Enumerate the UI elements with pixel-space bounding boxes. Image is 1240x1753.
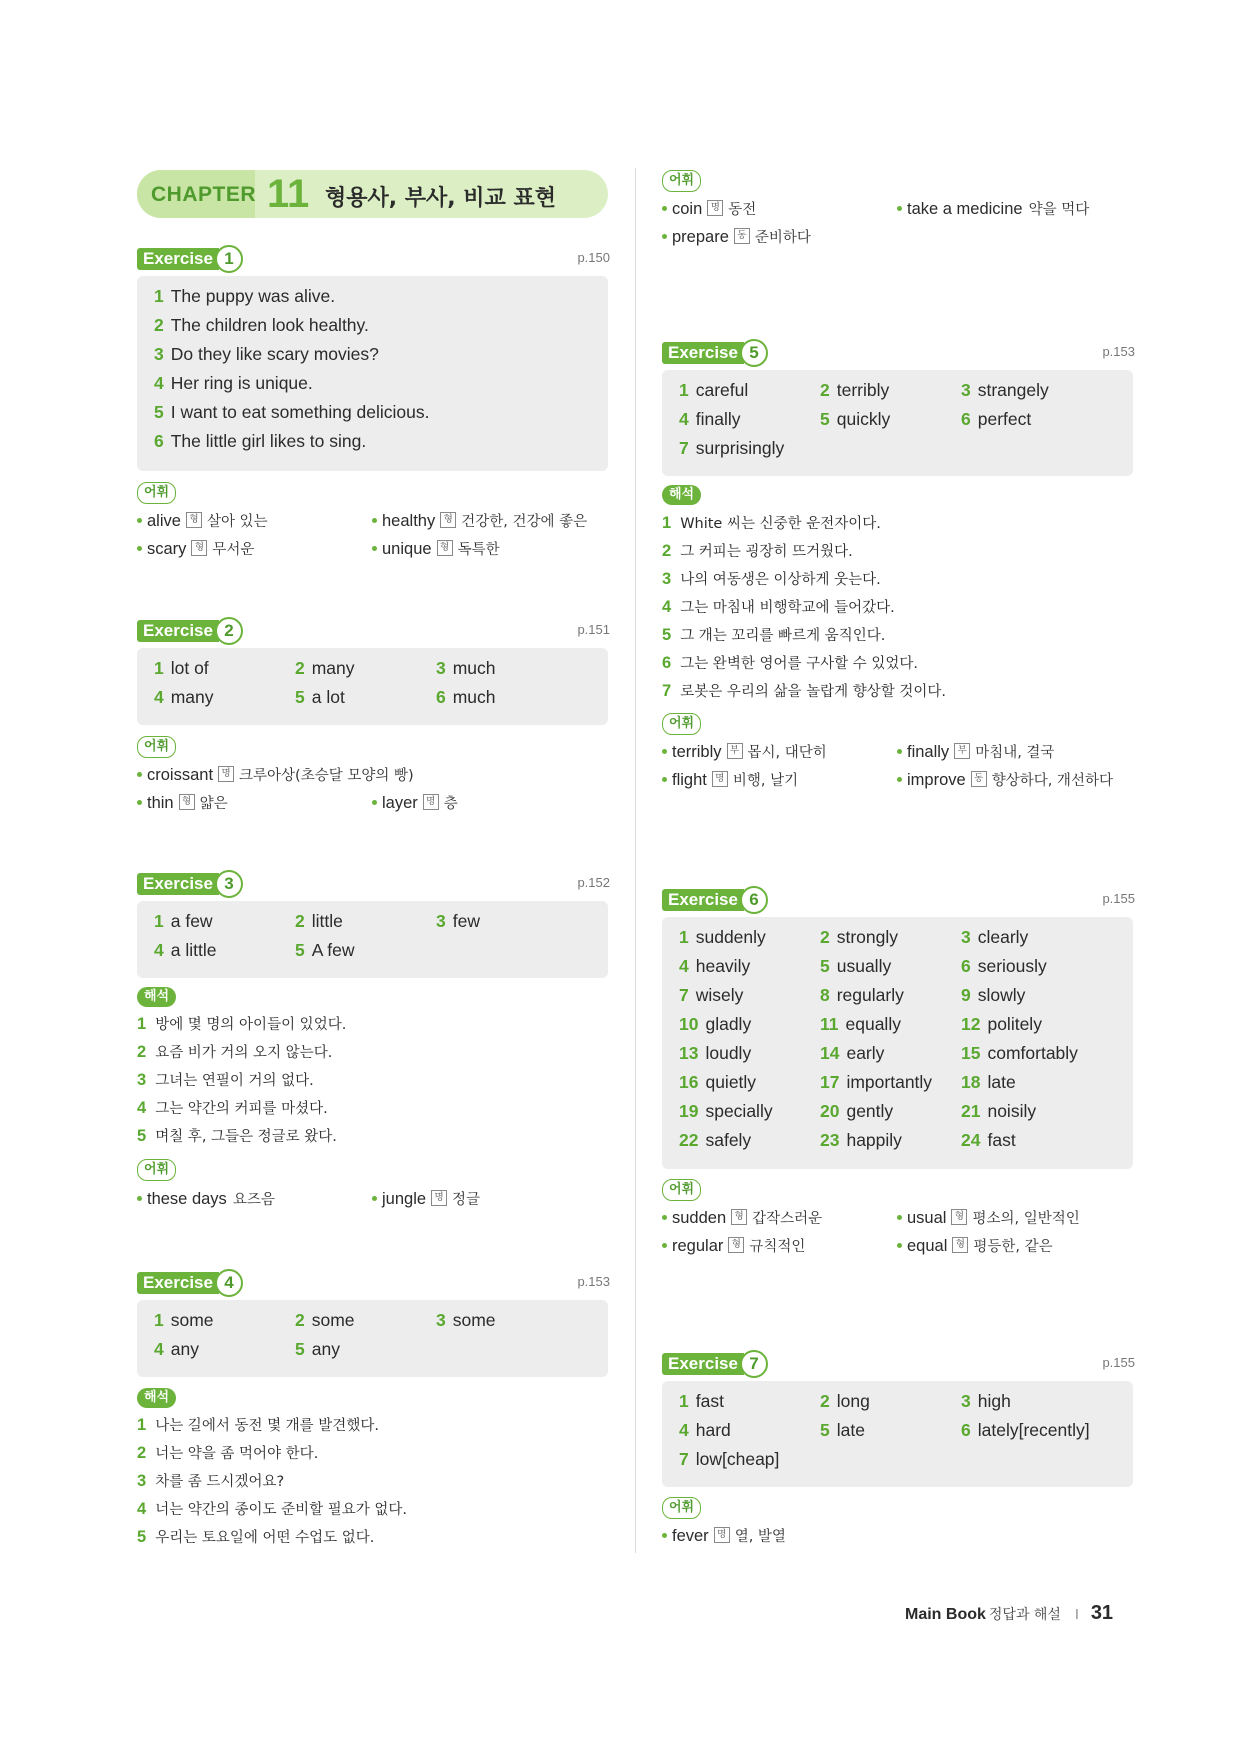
- answer-item: 22 safely: [679, 1130, 752, 1150]
- vocab-item: take a medicine 약을 먹다: [897, 198, 1089, 219]
- vocab-item: layer 명 층: [372, 792, 458, 813]
- vocab-item: sudden 형 갑작스러운: [662, 1207, 822, 1228]
- answer-item: 14 early: [820, 1043, 885, 1063]
- translation-item: 3 그녀는 연필이 거의 없다.: [137, 1071, 314, 1089]
- answer-item: 23 happily: [820, 1130, 902, 1150]
- translation-item: 7 로봇은 우리의 삶을 놀랍게 향상할 것이다.: [662, 682, 946, 700]
- answer-item: 12 politely: [961, 1014, 1042, 1034]
- answer-item: 6 much: [436, 687, 496, 707]
- answer-item: 2 The children look healthy.: [154, 315, 369, 335]
- exercise-4-header: [137, 1270, 610, 1296]
- translation-item: 1 방에 몇 명의 아이들이 있었다.: [137, 1015, 347, 1033]
- chapter-banner: [137, 170, 608, 218]
- exercise-number: 1: [215, 245, 243, 273]
- translation-item: 6 그는 완벽한 영어를 구사할 수 있었다.: [662, 654, 918, 672]
- exercise-badge: [662, 887, 768, 913]
- answer-item: 4 Her ring is unique.: [154, 373, 313, 393]
- answer-item: 6 perfect: [961, 409, 1032, 429]
- exercise-badge: [662, 340, 768, 366]
- exercise-badge: [137, 1270, 243, 1296]
- exercise-page-ref: p.153: [577, 1274, 610, 1289]
- answer-item: 24 fast: [961, 1130, 1016, 1150]
- translation-item: 2 너는 약을 좀 먹어야 한다.: [137, 1444, 319, 1462]
- translation-tag: 해석: [137, 987, 176, 1007]
- exercise-6-answers: [662, 917, 1133, 1169]
- answer-item: 21 noisily: [961, 1101, 1037, 1121]
- exercise-1-header: [137, 246, 610, 272]
- exercise-badge: [137, 246, 243, 272]
- translation-item: 4 그는 약간의 커피를 마셨다.: [137, 1099, 328, 1117]
- exercise-number: 7: [740, 1350, 768, 1378]
- vocab-item: these days 요즈음: [137, 1188, 275, 1209]
- exercise-number: 2: [215, 617, 243, 645]
- exercise-2-header: [137, 618, 610, 644]
- vocab-tag: 어휘: [662, 1179, 701, 1201]
- vocab-item: alive 형 살아 있는: [137, 510, 268, 531]
- answer-item: 3 few: [436, 911, 480, 931]
- answer-item: 5 any: [295, 1339, 340, 1359]
- answer-item: 18 late: [961, 1072, 1016, 1092]
- translation-item: 4 그는 마침내 비행학교에 들어갔다.: [662, 598, 895, 616]
- exercise-number: 3: [215, 870, 243, 898]
- answer-item: 20 gently: [820, 1101, 894, 1121]
- vocab-item: finally 부 마침내, 결국: [897, 741, 1054, 762]
- vocab-tag: 어휘: [662, 713, 701, 735]
- answer-item: 6 seriously: [961, 956, 1047, 976]
- answer-item: 2 terribly: [820, 380, 890, 400]
- exercise-5-header: [662, 340, 1135, 366]
- vocab-item: flight 명 비행, 날기: [662, 769, 798, 790]
- exercise-7-answers: [662, 1381, 1133, 1487]
- answer-item: 1 lot of: [154, 658, 209, 678]
- answer-item: 5 a lot: [295, 687, 345, 707]
- answer-item: 1 a few: [154, 911, 213, 931]
- answer-item: 5 late: [820, 1420, 865, 1440]
- footer-separator: I: [1074, 1608, 1079, 1623]
- answer-item: 4 any: [154, 1339, 199, 1359]
- footer-book-title: Main Book: [905, 1606, 986, 1623]
- exercise-badge: [137, 618, 243, 644]
- exercise-number: 5: [740, 339, 768, 367]
- vocab-item: scary 형 무서운: [137, 538, 254, 559]
- vocab-tag: 어휘: [137, 1159, 176, 1181]
- exercise-page-ref: p.153: [1102, 344, 1135, 359]
- chapter-number: 11: [267, 172, 310, 216]
- answer-item: 7 low[cheap]: [679, 1449, 780, 1469]
- answer-item: 4 heavily: [679, 956, 751, 976]
- translation-item: 1 White 씨는 신중한 운전자이다.: [662, 514, 881, 532]
- exercise-label: Exercise: [662, 889, 744, 911]
- translation-item: 5 우리는 토요일에 어떤 수업도 없다.: [137, 1528, 375, 1546]
- answer-item: 4 hard: [679, 1420, 731, 1440]
- vocab-item: usual 형 평소의, 일반적인: [897, 1207, 1080, 1228]
- answer-item: 3 Do they like scary movies?: [154, 344, 379, 364]
- answer-item: 13 loudly: [679, 1043, 752, 1063]
- answer-item: 5 usually: [820, 956, 892, 976]
- answer-item: 3 some: [436, 1310, 496, 1330]
- exercise-label: Exercise: [662, 1353, 744, 1375]
- translation-item: 1 나는 길에서 동전 몇 개를 발견했다.: [137, 1416, 379, 1434]
- answer-item: 1 The puppy was alive.: [154, 286, 336, 306]
- exercise-label: Exercise: [137, 873, 219, 895]
- exercise-7-header: [662, 1351, 1135, 1377]
- translation-item: 3 나의 여동생은 이상하게 웃는다.: [662, 570, 881, 588]
- exercise-page-ref: p.155: [1102, 1355, 1135, 1370]
- exercise-3-answers: [137, 901, 608, 978]
- exercise-badge: [137, 871, 243, 897]
- translation-item: 3 차를 좀 드시겠어요?: [137, 1472, 285, 1490]
- exercise-3-header: [137, 871, 610, 897]
- vocab-item: equal 형 평등한, 같은: [897, 1235, 1053, 1256]
- translation-tag: 해석: [137, 1388, 176, 1408]
- exercise-6-header: [662, 887, 1135, 913]
- answer-item: 3 much: [436, 658, 496, 678]
- exercise-label: Exercise: [137, 248, 219, 270]
- answer-item: 2 many: [295, 658, 355, 678]
- exercise-page-ref: p.152: [577, 875, 610, 890]
- chapter-word: CHAPTER: [151, 183, 257, 206]
- answer-item: 2 long: [820, 1391, 870, 1411]
- answer-item: 5 quickly: [820, 409, 891, 429]
- answer-item: 7 surprisingly: [679, 438, 785, 458]
- answer-item: 5 A few: [295, 940, 355, 960]
- exercise-label: Exercise: [137, 1272, 219, 1294]
- translation-item: 2 그 커피는 굉장히 뜨거웠다.: [662, 542, 853, 560]
- exercise-label: Exercise: [662, 342, 744, 364]
- exercise-badge: [662, 1351, 768, 1377]
- vocab-tag: 어휘: [662, 1497, 701, 1519]
- vocab-item: healthy 형 건강한, 건강에 좋은: [372, 510, 587, 531]
- column-divider: [635, 168, 636, 1553]
- vocab-tag: 어휘: [137, 736, 176, 758]
- exercise-number: 6: [740, 886, 768, 914]
- answer-item: 4 finally: [679, 409, 741, 429]
- answer-item: 4 a little: [154, 940, 217, 960]
- answer-item: 3 high: [961, 1391, 1011, 1411]
- translation-tag: 해석: [662, 485, 701, 505]
- exercise-page-ref: p.151: [577, 622, 610, 637]
- exercise-number: 4: [215, 1269, 243, 1297]
- vocab-item: terribly 부 몹시, 대단히: [662, 741, 827, 762]
- vocab-item: improve 동 향상하다, 개선하다: [897, 769, 1113, 790]
- answer-item: 1 careful: [679, 380, 749, 400]
- page-footer: [905, 1602, 1113, 1625]
- chapter-title: 형용사, 부사, 비교 표현: [325, 186, 556, 211]
- answer-item: 6 The little girl likes to sing.: [154, 431, 367, 451]
- vocab-item: fever 명 열, 발열: [662, 1525, 786, 1546]
- answer-item: 5 I want to eat something delicious.: [154, 402, 430, 422]
- answer-item: 3 clearly: [961, 927, 1029, 947]
- exercise-page-ref: p.150: [577, 250, 610, 265]
- translation-item: 5 며칠 후, 그들은 정글로 왔다.: [137, 1127, 337, 1145]
- answer-item: 16 quietly: [679, 1072, 757, 1092]
- answer-item: 19 specially: [679, 1101, 773, 1121]
- answer-item: 7 wisely: [679, 985, 744, 1005]
- answer-item: 2 some: [295, 1310, 355, 1330]
- vocab-item: regular 형 규칙적인: [662, 1235, 805, 1256]
- answer-item: 8 regularly: [820, 985, 904, 1005]
- translation-item: 2 요즘 비가 거의 오지 않는다.: [137, 1043, 333, 1061]
- vocab-tag: 어휘: [137, 482, 176, 504]
- exercise-4-answers: [137, 1300, 608, 1377]
- answer-item: 2 strongly: [820, 927, 899, 947]
- answer-item: 15 comfortably: [961, 1043, 1078, 1063]
- exercise-5-answers: [662, 370, 1133, 476]
- answer-item: 3 strangely: [961, 380, 1049, 400]
- answer-item: 11 equally: [820, 1014, 901, 1034]
- footer-subtitle: 정답과 해설: [988, 1607, 1061, 1623]
- translation-item: 5 그 개는 꼬리를 빠르게 움직인다.: [662, 626, 886, 644]
- exercise-page-ref: p.155: [1102, 891, 1135, 906]
- translation-item: 4 너는 약간의 종이도 준비할 필요가 없다.: [137, 1500, 407, 1518]
- exercise-1-answers: [137, 276, 608, 471]
- answer-item: 1 suddenly: [679, 927, 766, 947]
- answer-item: 1 fast: [679, 1391, 724, 1411]
- answer-item: 9 slowly: [961, 985, 1026, 1005]
- answer-item: 1 some: [154, 1310, 214, 1330]
- vocab-item: thin 형 얇은: [137, 792, 228, 813]
- vocab-item: unique 형 독특한: [372, 538, 500, 559]
- answer-item: 6 lately[recently]: [961, 1420, 1090, 1440]
- vocab-item: coin 명 동전: [662, 198, 756, 219]
- vocab-tag: 어휘: [662, 170, 701, 192]
- vocab-item: prepare 동 준비하다: [662, 226, 811, 247]
- answer-item: 4 many: [154, 687, 214, 707]
- answer-item: 10 gladly: [679, 1014, 752, 1034]
- answer-item: 17 importantly: [820, 1072, 933, 1092]
- exercise-2-answers: [137, 648, 608, 725]
- page-number: 31: [1090, 1602, 1114, 1624]
- vocab-item: croissant 명 크루아상(초승달 모양의 빵): [137, 764, 414, 785]
- vocab-item: jungle 명 정글: [372, 1188, 480, 1209]
- exercise-label: Exercise: [137, 620, 219, 642]
- answer-item: 2 little: [295, 911, 343, 931]
